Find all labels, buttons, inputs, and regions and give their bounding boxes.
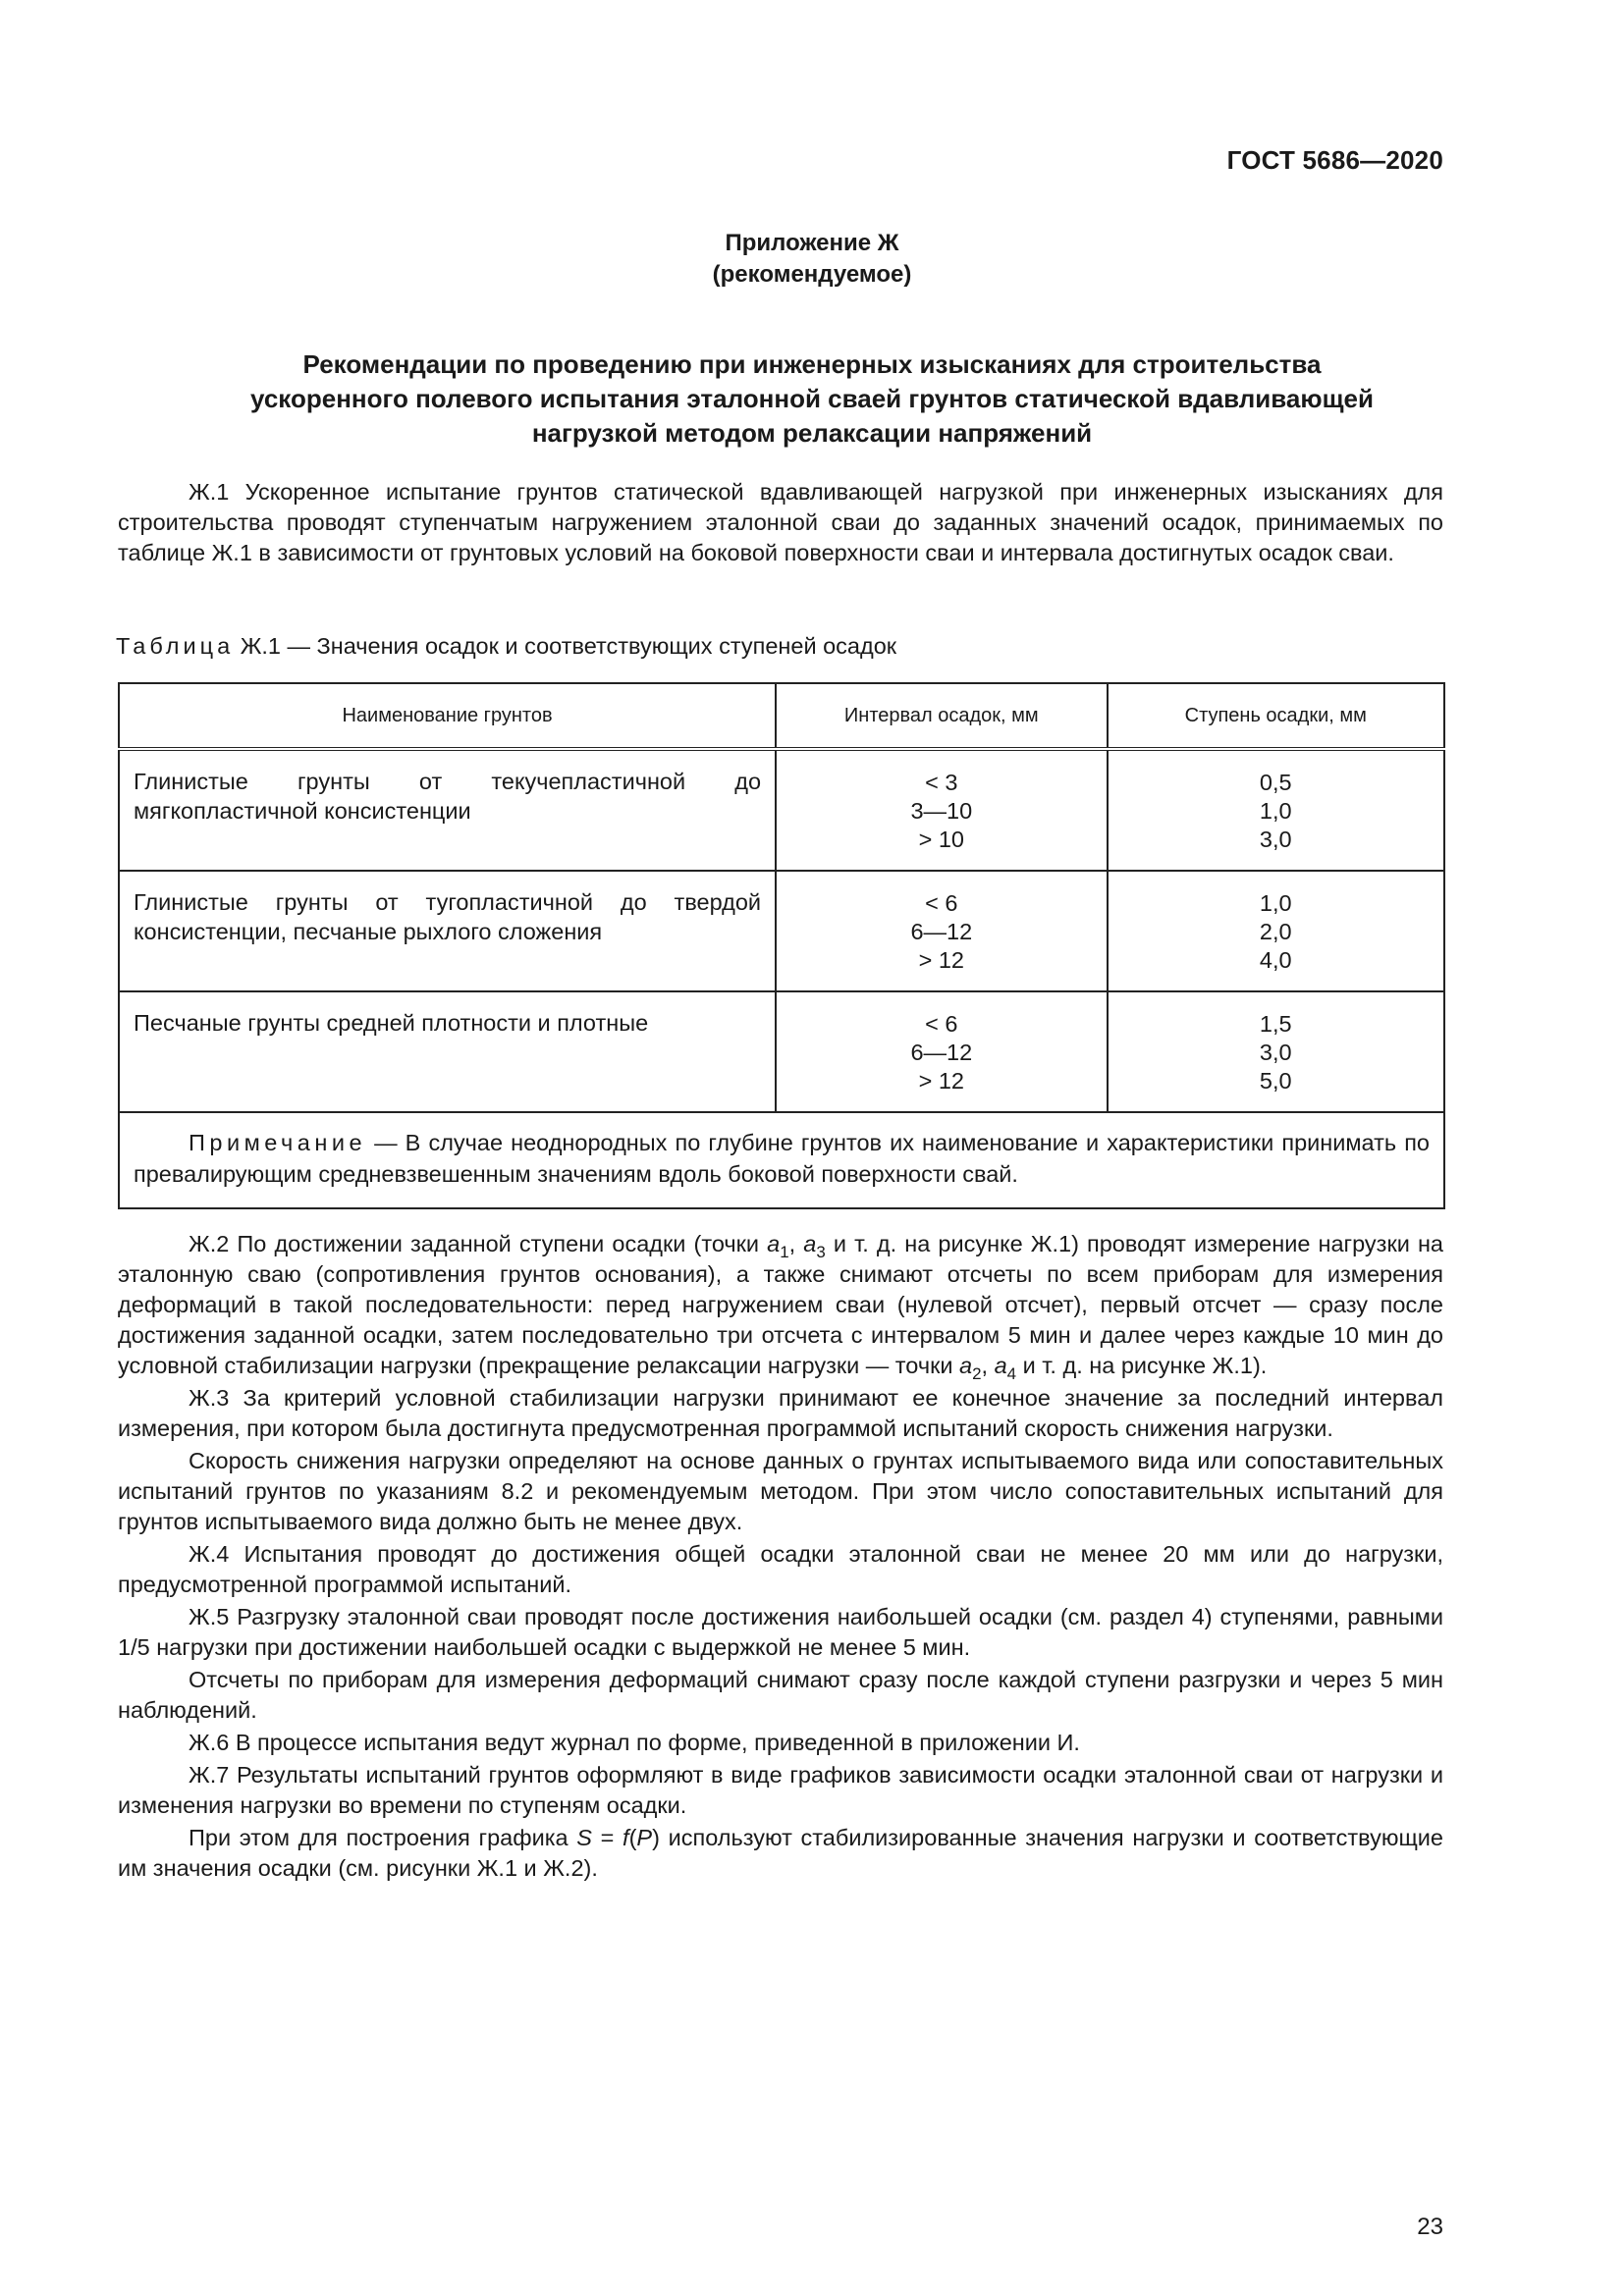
appendix-title: Приложение Ж	[725, 230, 899, 256]
title-line: ускоренного полевого испытания эталонной сваей грунтов статической вдавливающей	[250, 384, 1374, 413]
soil-name-cell: Глинистые грунты от текучепластичной до мягкопластичной консистенции	[119, 749, 776, 871]
table-note-row	[119, 1112, 1444, 1208]
step-cell	[1108, 749, 1444, 871]
text-fragment: ,	[981, 1353, 995, 1378]
text-fragment: ,	[788, 1231, 804, 1256]
step-value: 3,0	[1259, 827, 1292, 852]
standard-code: ГОСТ 5686—2020	[1226, 145, 1443, 175]
interval-value: < 6	[925, 1011, 958, 1037]
point-symbol: a	[803, 1231, 817, 1256]
step-value: 2,0	[1259, 919, 1292, 944]
point-symbol: a	[767, 1231, 781, 1256]
step-value: 3,0	[1259, 1040, 1292, 1065]
formula-symbol: P	[636, 1825, 653, 1850]
text-fragment: При этом для построения графика	[189, 1825, 577, 1850]
note-label: Примечание	[189, 1130, 367, 1155]
paragraph-zh1: Ж.1 Ускоренное испытание грунтов статической вдавливающей нагрузкой при инженерных изысканиях для строительства проводят ступенчатым нагружением эталонной сваи до заданных значений осадок, принимаемых по таблице Ж.1 в зависимости от грунтовых условий на боковой поверхности сваи и интервала достигнутых осадок сваи.	[118, 479, 1443, 565]
paragraph-readings: Отсчеты по приборам для измерения деформаций снимают сразу после каждой ступени разгрузки и через 5 мин наблюдений.	[118, 1667, 1443, 1723]
title-line: нагрузкой методом релаксации напряжений	[531, 418, 1093, 448]
table-header-row	[119, 683, 1444, 749]
table-row	[119, 749, 1444, 871]
interval-cell	[776, 871, 1107, 991]
note-text: — В случае неоднородных по глубине грунтов их наименование и характеристики принимать по превалирующим средневзвешенным значениям вдоль боковой поверхности свай.	[134, 1130, 1430, 1187]
point-symbol: a	[959, 1353, 973, 1378]
text-fragment: и т. д. на рисунке Ж.1) проводят измерение нагрузки на эталонную сваю (сопротивления грунтов основания), а также снимают отсчеты по всем приборам для измерения деформаций в такой последовательности: перед нагружением сваи (нулевой отсчет), первый отсчет — сразу после достижения заданной осадки, затем последовательно три отсчета с интервалом 5 мин и далее через каждые 10 мин до условной стабилизации нагрузки (прекращение релаксации нагрузки — точки	[118, 1231, 1444, 1378]
interval-value: > 12	[918, 947, 964, 973]
interval-value: 3—10	[910, 798, 973, 824]
header-settlement-step: Ступень осадки, мм	[1108, 683, 1444, 749]
page-number: 23	[1417, 2214, 1443, 2240]
table-caption-label: Таблица	[116, 633, 235, 659]
formula-symbol: f	[623, 1825, 629, 1850]
text-fragment: )	[652, 1825, 660, 1850]
point-subscript: 3	[816, 1242, 826, 1261]
step-value: 1,0	[1259, 798, 1292, 824]
step-value: 1,5	[1259, 1011, 1292, 1037]
table-row	[119, 871, 1444, 991]
point-subscript: 2	[972, 1363, 982, 1383]
title-line: Рекомендации по проведению при инженерных изысканиях для строительства	[302, 349, 1322, 379]
interval-value: > 12	[918, 1068, 964, 1094]
text-fragment: и т. д. на рисунке Ж.1).	[1016, 1353, 1268, 1378]
paragraph-zh5: Ж.5 Разгрузку эталонной сваи проводят после достижения наибольшей осадки (см. раздел 4) ступенями, равными 1/5 нагрузки при достижении наибольшей осадки с выдержкой не менее 5 мин.	[118, 1604, 1443, 1660]
table-row	[119, 991, 1444, 1112]
table-caption-text: Ж.1 — Значения осадок и соответствующих ступеней осадок	[240, 633, 897, 659]
point-subscript: 4	[1006, 1363, 1017, 1383]
header-settlement-interval: Интервал осадок, мм	[776, 683, 1107, 749]
text-fragment: =	[591, 1825, 623, 1850]
step-cell	[1108, 991, 1444, 1112]
interval-value: 6—12	[910, 919, 973, 944]
appendix-status: (рекомендуемое)	[712, 261, 912, 288]
interval-cell	[776, 749, 1107, 871]
interval-cell	[776, 991, 1107, 1112]
paragraph-zh6: Ж.6 В процессе испытания ведут журнал по форме, приведенной в приложении И.	[189, 1730, 1080, 1755]
point-symbol: a	[994, 1353, 1007, 1378]
paragraph-zh3: Ж.3 За критерий условной стабилизации нагрузки принимают ее конечное значение за последний интервал измерения, при котором была достигнута предусмотренная программой испытаний скорость снижения нагрузки.	[118, 1385, 1443, 1441]
interval-value: > 10	[918, 827, 964, 852]
text-fragment: Ж.2 По достижении заданной ступени осадки (точки	[189, 1231, 768, 1256]
step-value: 5,0	[1259, 1068, 1292, 1094]
soil-name-cell: Песчаные грунты средней плотности и плотные	[119, 991, 776, 1112]
step-value: 0,5	[1259, 770, 1292, 795]
paragraph-load-rate: Скорость снижения нагрузки определяют на основе данных о грунтах испытываемого вида или сопоставительных испытаний грунтов по указаниям 8.2 и рекомендуемым методом. При этом число сопоставительных испытаний для грунтов испытываемого вида должно быть не менее двух.	[118, 1448, 1443, 1534]
paragraph-zh4: Ж.4 Испытания проводят до достижения общей осадки эталонной сваи не менее 20 мм или до нагрузки, предусмотренной программой испытаний.	[118, 1541, 1443, 1597]
paragraph-graph	[118, 1823, 1443, 1884]
table-caption	[116, 633, 896, 660]
table-note	[119, 1112, 1444, 1208]
paragraph-zh7: Ж.7 Результаты испытаний грунтов оформляют в виде графиков зависимости осадки эталонной сваи от нагрузки и изменения нагрузки во времени по ступеням осадки.	[118, 1762, 1443, 1818]
interval-value: < 3	[925, 770, 958, 795]
step-value: 4,0	[1259, 947, 1292, 973]
interval-value: < 6	[925, 890, 958, 916]
paragraph-zh2	[118, 1229, 1443, 1381]
interval-value: 6—12	[910, 1040, 973, 1065]
settlement-table	[118, 682, 1445, 1209]
point-subscript: 1	[780, 1242, 789, 1261]
body-text	[118, 1229, 1443, 1886]
text-fragment: используют стабилизированные значения нагрузки и соответствующие им значения осадки (см. рисунки Ж.1 и Ж.2).	[118, 1825, 1443, 1881]
appendix-heading	[0, 228, 1624, 291]
soil-name-cell: Глинистые грунты от тугопластичной до твердой консистенции, песчаные рыхлого сложения	[119, 871, 776, 991]
text-fragment: (	[628, 1825, 637, 1850]
header-soil-name: Наименование грунтов	[119, 683, 776, 749]
formula-symbol: S	[576, 1825, 592, 1850]
appendix-main-title	[147, 347, 1477, 451]
step-value: 1,0	[1259, 890, 1292, 916]
step-cell	[1108, 871, 1444, 991]
